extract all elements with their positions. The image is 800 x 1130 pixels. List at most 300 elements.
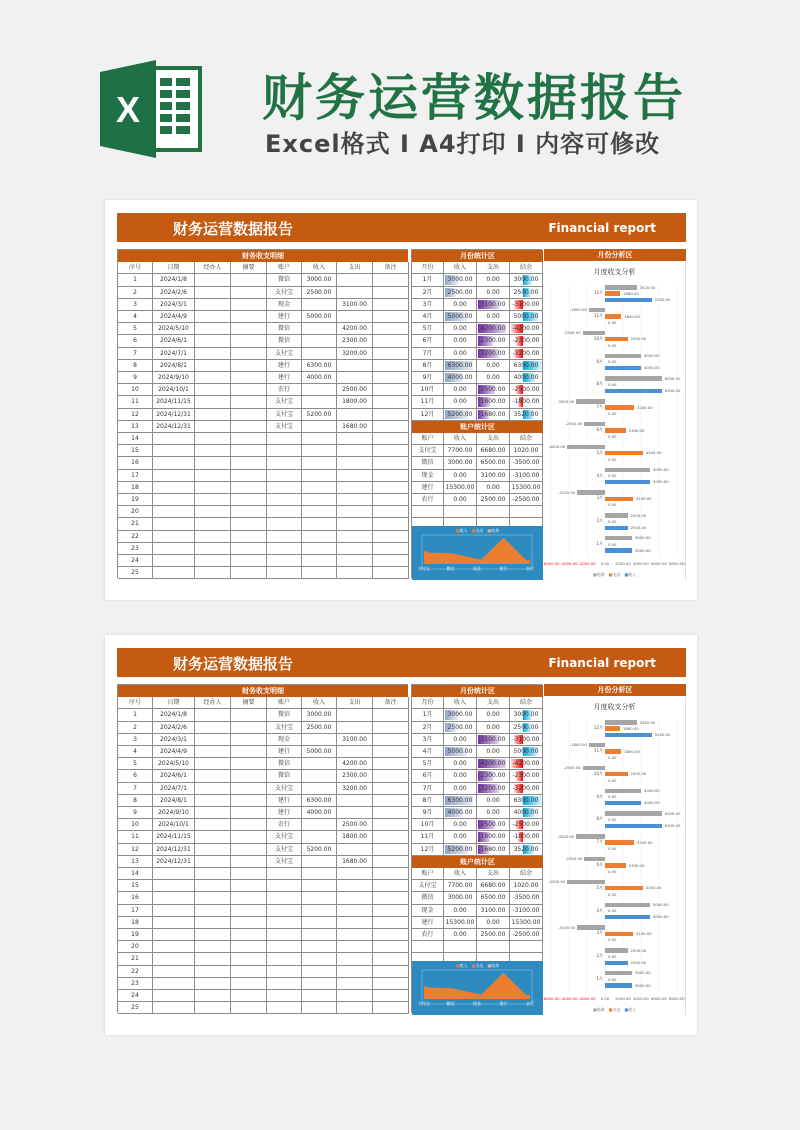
table-cell[interactable]: 13 bbox=[118, 856, 153, 868]
table-cell[interactable] bbox=[267, 518, 302, 530]
table-cell[interactable] bbox=[337, 567, 373, 579]
table-cell[interactable]: 6300.00 bbox=[302, 795, 337, 807]
table-cell[interactable] bbox=[195, 482, 231, 494]
table-cell[interactable] bbox=[337, 433, 373, 445]
table-cell[interactable] bbox=[267, 470, 302, 482]
table-cell[interactable] bbox=[195, 555, 231, 567]
table-cell[interactable] bbox=[231, 396, 267, 408]
table-cell[interactable] bbox=[302, 518, 337, 530]
table-cell[interactable]: 支付宝 bbox=[267, 287, 302, 299]
table-cell[interactable] bbox=[195, 1002, 231, 1014]
table-cell[interactable] bbox=[231, 1002, 267, 1014]
table-cell[interactable] bbox=[195, 770, 231, 782]
table-cell[interactable] bbox=[373, 445, 409, 457]
table-cell[interactable] bbox=[195, 299, 231, 311]
table-cell[interactable]: 25 bbox=[118, 1002, 153, 1014]
table-cell[interactable] bbox=[510, 941, 543, 953]
table-cell[interactable] bbox=[373, 746, 409, 758]
table-cell[interactable] bbox=[302, 567, 337, 579]
table-cell[interactable] bbox=[153, 494, 195, 506]
table-cell[interactable] bbox=[153, 482, 195, 494]
table-cell[interactable] bbox=[337, 929, 373, 941]
table-cell[interactable] bbox=[195, 880, 231, 892]
table-cell[interactable] bbox=[195, 905, 231, 917]
table-cell[interactable]: 21 bbox=[118, 953, 153, 965]
table-cell[interactable] bbox=[195, 543, 231, 555]
table-cell[interactable] bbox=[267, 917, 302, 929]
table-cell[interactable] bbox=[231, 287, 267, 299]
table-cell[interactable] bbox=[302, 819, 337, 831]
table-cell[interactable] bbox=[231, 470, 267, 482]
table-cell[interactable]: 现金 bbox=[267, 299, 302, 311]
table-cell[interactable] bbox=[195, 421, 231, 433]
table-cell[interactable] bbox=[153, 457, 195, 469]
table-cell[interactable] bbox=[231, 372, 267, 384]
table-cell[interactable] bbox=[267, 445, 302, 457]
table-cell[interactable] bbox=[373, 274, 409, 286]
table-cell[interactable] bbox=[267, 457, 302, 469]
table-cell[interactable] bbox=[302, 348, 337, 360]
table-cell[interactable] bbox=[373, 348, 409, 360]
table-cell[interactable] bbox=[302, 494, 337, 506]
table-cell[interactable]: 16 bbox=[118, 892, 153, 904]
table-cell[interactable] bbox=[337, 543, 373, 555]
table-cell[interactable] bbox=[337, 966, 373, 978]
table-cell[interactable] bbox=[267, 953, 302, 965]
table-cell[interactable] bbox=[267, 990, 302, 1002]
table-cell[interactable]: 22 bbox=[118, 966, 153, 978]
table-cell[interactable]: 建行 bbox=[267, 795, 302, 807]
table-cell[interactable] bbox=[153, 506, 195, 518]
table-cell[interactable] bbox=[337, 555, 373, 567]
table-cell[interactable]: 11 bbox=[118, 396, 153, 408]
table-cell[interactable] bbox=[231, 348, 267, 360]
table-cell[interactable] bbox=[373, 929, 409, 941]
table-cell[interactable]: 2024/4/9 bbox=[153, 746, 195, 758]
table-cell[interactable] bbox=[302, 470, 337, 482]
table-cell[interactable]: 支付宝 bbox=[267, 421, 302, 433]
table-cell[interactable] bbox=[302, 868, 337, 880]
table-cell[interactable] bbox=[153, 567, 195, 579]
table-cell[interactable] bbox=[337, 953, 373, 965]
table-cell[interactable] bbox=[373, 457, 409, 469]
table-cell[interactable] bbox=[195, 831, 231, 843]
table-cell[interactable] bbox=[195, 470, 231, 482]
table-cell[interactable] bbox=[231, 758, 267, 770]
table-cell[interactable]: 支付宝 bbox=[267, 783, 302, 795]
table-cell[interactable]: 15 bbox=[118, 445, 153, 457]
table-cell[interactable]: 4200.00 bbox=[337, 323, 373, 335]
table-cell[interactable]: 2024/2/6 bbox=[153, 287, 195, 299]
table-cell[interactable]: 16 bbox=[118, 457, 153, 469]
table-cell[interactable] bbox=[231, 746, 267, 758]
table-cell[interactable]: 4 bbox=[118, 311, 153, 323]
table-cell[interactable] bbox=[302, 734, 337, 746]
table-cell[interactable]: 9 bbox=[118, 372, 153, 384]
table-cell[interactable] bbox=[337, 506, 373, 518]
table-cell[interactable] bbox=[373, 433, 409, 445]
table-cell[interactable] bbox=[195, 844, 231, 856]
table-cell[interactable]: 2024/7/1 bbox=[153, 348, 195, 360]
table-cell[interactable]: 1800.00 bbox=[337, 396, 373, 408]
table-cell[interactable]: 10 bbox=[118, 384, 153, 396]
table-cell[interactable] bbox=[373, 807, 409, 819]
table-cell[interactable] bbox=[337, 470, 373, 482]
table-cell[interactable] bbox=[302, 831, 337, 843]
table-cell[interactable]: 3100.00 bbox=[337, 734, 373, 746]
table-cell[interactable] bbox=[373, 917, 409, 929]
table-cell[interactable]: 微信 bbox=[267, 323, 302, 335]
table-cell[interactable] bbox=[267, 966, 302, 978]
table-cell[interactable] bbox=[267, 880, 302, 892]
table-cell[interactable] bbox=[302, 543, 337, 555]
table-cell[interactable] bbox=[337, 311, 373, 323]
table-cell[interactable]: 2024/11/15 bbox=[153, 831, 195, 843]
table-cell[interactable]: 14 bbox=[118, 868, 153, 880]
table-cell[interactable] bbox=[267, 482, 302, 494]
table-cell[interactable] bbox=[373, 421, 409, 433]
table-cell[interactable] bbox=[153, 978, 195, 990]
table-cell[interactable] bbox=[302, 457, 337, 469]
table-cell[interactable] bbox=[337, 274, 373, 286]
table-cell[interactable] bbox=[337, 494, 373, 506]
table-cell[interactable] bbox=[302, 531, 337, 543]
table-cell[interactable] bbox=[231, 783, 267, 795]
table-cell[interactable] bbox=[195, 941, 231, 953]
table-cell[interactable] bbox=[231, 433, 267, 445]
table-cell[interactable] bbox=[444, 506, 477, 518]
table-cell[interactable] bbox=[302, 892, 337, 904]
table-cell[interactable] bbox=[231, 990, 267, 1002]
table-cell[interactable] bbox=[337, 905, 373, 917]
table-cell[interactable]: 5 bbox=[118, 758, 153, 770]
table-cell[interactable]: 14 bbox=[118, 433, 153, 445]
table-cell[interactable]: 8 bbox=[118, 795, 153, 807]
table-cell[interactable] bbox=[302, 384, 337, 396]
table-cell[interactable]: 1 bbox=[118, 709, 153, 721]
table-cell[interactable] bbox=[231, 709, 267, 721]
table-cell[interactable]: 19 bbox=[118, 929, 153, 941]
table-cell[interactable] bbox=[373, 709, 409, 721]
table-cell[interactable]: 2024/8/1 bbox=[153, 360, 195, 372]
table-cell[interactable] bbox=[195, 868, 231, 880]
table-cell[interactable]: 5200.00 bbox=[302, 844, 337, 856]
table-cell[interactable] bbox=[195, 396, 231, 408]
table-cell[interactable] bbox=[231, 506, 267, 518]
table-cell[interactable] bbox=[195, 819, 231, 831]
table-cell[interactable] bbox=[373, 905, 409, 917]
table-cell[interactable] bbox=[153, 966, 195, 978]
table-cell[interactable] bbox=[195, 966, 231, 978]
table-cell[interactable]: 1680.00 bbox=[337, 856, 373, 868]
table-cell[interactable]: 2024/6/1 bbox=[153, 335, 195, 347]
table-cell[interactable] bbox=[302, 783, 337, 795]
table-cell[interactable] bbox=[231, 892, 267, 904]
table-cell[interactable]: 2024/12/31 bbox=[153, 421, 195, 433]
table-cell[interactable] bbox=[373, 360, 409, 372]
table-cell[interactable] bbox=[373, 543, 409, 555]
table-cell[interactable] bbox=[373, 323, 409, 335]
table-cell[interactable] bbox=[195, 311, 231, 323]
table-cell[interactable] bbox=[373, 567, 409, 579]
table-cell[interactable]: 2024/10/1 bbox=[153, 819, 195, 831]
table-cell[interactable] bbox=[373, 819, 409, 831]
table-cell[interactable] bbox=[195, 274, 231, 286]
table-cell[interactable] bbox=[195, 348, 231, 360]
table-cell[interactable] bbox=[153, 555, 195, 567]
table-cell[interactable]: 2024/4/9 bbox=[153, 311, 195, 323]
table-cell[interactable] bbox=[373, 795, 409, 807]
table-cell[interactable]: 2024/10/1 bbox=[153, 384, 195, 396]
table-cell[interactable]: 18 bbox=[118, 482, 153, 494]
table-cell[interactable] bbox=[153, 433, 195, 445]
table-cell[interactable] bbox=[337, 457, 373, 469]
table-cell[interactable] bbox=[231, 856, 267, 868]
table-cell[interactable] bbox=[337, 978, 373, 990]
table-cell[interactable]: 3000.00 bbox=[302, 709, 337, 721]
table-cell[interactable]: 1800.00 bbox=[337, 831, 373, 843]
table-cell[interactable] bbox=[231, 929, 267, 941]
table-cell[interactable] bbox=[153, 868, 195, 880]
table-cell[interactable]: 支付宝 bbox=[267, 844, 302, 856]
table-cell[interactable]: 2024/12/31 bbox=[153, 409, 195, 421]
table-cell[interactable] bbox=[337, 880, 373, 892]
table-cell[interactable]: 支付宝 bbox=[267, 409, 302, 421]
table-cell[interactable] bbox=[373, 372, 409, 384]
table-cell[interactable]: 2 bbox=[118, 722, 153, 734]
table-cell[interactable] bbox=[231, 917, 267, 929]
table-cell[interactable]: 2024/5/10 bbox=[153, 758, 195, 770]
table-cell[interactable] bbox=[153, 518, 195, 530]
table-cell[interactable] bbox=[231, 274, 267, 286]
table-cell[interactable] bbox=[195, 287, 231, 299]
table-cell[interactable]: 4200.00 bbox=[337, 758, 373, 770]
table-cell[interactable] bbox=[231, 299, 267, 311]
table-cell[interactable] bbox=[373, 783, 409, 795]
table-cell[interactable] bbox=[373, 518, 409, 530]
table-cell[interactable] bbox=[153, 880, 195, 892]
table-cell[interactable] bbox=[153, 917, 195, 929]
table-cell[interactable]: 6300.00 bbox=[302, 360, 337, 372]
table-cell[interactable] bbox=[267, 433, 302, 445]
table-cell[interactable]: 农行 bbox=[267, 819, 302, 831]
table-cell[interactable] bbox=[231, 831, 267, 843]
table-cell[interactable]: 6 bbox=[118, 335, 153, 347]
table-cell[interactable] bbox=[267, 543, 302, 555]
table-cell[interactable] bbox=[302, 299, 337, 311]
table-cell[interactable] bbox=[337, 445, 373, 457]
table-cell[interactable] bbox=[337, 722, 373, 734]
table-cell[interactable] bbox=[302, 770, 337, 782]
table-cell[interactable] bbox=[267, 892, 302, 904]
table-cell[interactable]: 3200.00 bbox=[337, 348, 373, 360]
table-cell[interactable] bbox=[231, 543, 267, 555]
table-cell[interactable]: 微信 bbox=[267, 709, 302, 721]
table-cell[interactable] bbox=[373, 880, 409, 892]
table-cell[interactable] bbox=[231, 445, 267, 457]
table-cell[interactable] bbox=[337, 844, 373, 856]
table-cell[interactable]: 建行 bbox=[267, 360, 302, 372]
table-cell[interactable] bbox=[231, 807, 267, 819]
table-cell[interactable]: 13 bbox=[118, 421, 153, 433]
table-cell[interactable] bbox=[195, 734, 231, 746]
table-cell[interactable] bbox=[231, 795, 267, 807]
table-cell[interactable] bbox=[302, 990, 337, 1002]
table-cell[interactable] bbox=[412, 506, 444, 518]
table-cell[interactable]: 3000.00 bbox=[302, 274, 337, 286]
table-cell[interactable] bbox=[267, 1002, 302, 1014]
table-cell[interactable] bbox=[302, 323, 337, 335]
table-cell[interactable]: 2300.00 bbox=[337, 770, 373, 782]
table-cell[interactable] bbox=[231, 770, 267, 782]
table-cell[interactable]: 3 bbox=[118, 299, 153, 311]
table-cell[interactable] bbox=[337, 372, 373, 384]
table-cell[interactable] bbox=[302, 905, 337, 917]
table-cell[interactable]: 2500.00 bbox=[302, 287, 337, 299]
table-cell[interactable]: 2024/7/1 bbox=[153, 783, 195, 795]
table-cell[interactable]: 3200.00 bbox=[337, 783, 373, 795]
table-cell[interactable]: 2024/12/31 bbox=[153, 844, 195, 856]
table-cell[interactable] bbox=[373, 531, 409, 543]
table-cell[interactable] bbox=[337, 746, 373, 758]
table-cell[interactable]: 7 bbox=[118, 783, 153, 795]
table-cell[interactable] bbox=[231, 409, 267, 421]
table-cell[interactable] bbox=[153, 445, 195, 457]
table-cell[interactable]: 15 bbox=[118, 880, 153, 892]
table-cell[interactable]: 建行 bbox=[267, 807, 302, 819]
table-cell[interactable]: 支付宝 bbox=[267, 856, 302, 868]
table-cell[interactable]: 22 bbox=[118, 531, 153, 543]
table-cell[interactable]: 2024/1/8 bbox=[153, 709, 195, 721]
table-cell[interactable] bbox=[195, 978, 231, 990]
table-cell[interactable] bbox=[373, 770, 409, 782]
table-cell[interactable] bbox=[302, 433, 337, 445]
table-cell[interactable]: 现金 bbox=[267, 734, 302, 746]
table-cell[interactable] bbox=[195, 384, 231, 396]
table-cell[interactable] bbox=[302, 929, 337, 941]
table-cell[interactable] bbox=[195, 722, 231, 734]
table-cell[interactable] bbox=[444, 941, 477, 953]
table-cell[interactable] bbox=[302, 506, 337, 518]
table-cell[interactable] bbox=[302, 335, 337, 347]
table-cell[interactable] bbox=[195, 360, 231, 372]
table-cell[interactable] bbox=[337, 360, 373, 372]
table-cell[interactable]: 微信 bbox=[267, 274, 302, 286]
table-cell[interactable] bbox=[195, 990, 231, 1002]
table-cell[interactable]: 4 bbox=[118, 746, 153, 758]
table-cell[interactable]: 4000.00 bbox=[302, 807, 337, 819]
table-cell[interactable]: 12 bbox=[118, 844, 153, 856]
table-cell[interactable] bbox=[231, 567, 267, 579]
table-cell[interactable]: 6 bbox=[118, 770, 153, 782]
table-cell[interactable] bbox=[373, 966, 409, 978]
table-cell[interactable] bbox=[195, 445, 231, 457]
table-cell[interactable] bbox=[373, 734, 409, 746]
table-cell[interactable] bbox=[412, 941, 444, 953]
table-cell[interactable] bbox=[373, 287, 409, 299]
table-cell[interactable] bbox=[267, 978, 302, 990]
table-cell[interactable]: 10 bbox=[118, 819, 153, 831]
table-cell[interactable] bbox=[373, 1002, 409, 1014]
table-cell[interactable] bbox=[373, 311, 409, 323]
table-cell[interactable] bbox=[195, 807, 231, 819]
table-cell[interactable]: 2500.00 bbox=[302, 722, 337, 734]
table-cell[interactable]: 2024/3/1 bbox=[153, 299, 195, 311]
table-cell[interactable] bbox=[195, 917, 231, 929]
table-cell[interactable] bbox=[337, 1002, 373, 1014]
table-cell[interactable] bbox=[153, 990, 195, 1002]
table-cell[interactable] bbox=[231, 531, 267, 543]
table-cell[interactable] bbox=[153, 941, 195, 953]
table-cell[interactable]: 12 bbox=[118, 409, 153, 421]
table-cell[interactable] bbox=[231, 323, 267, 335]
table-cell[interactable] bbox=[231, 360, 267, 372]
table-cell[interactable]: 2300.00 bbox=[337, 335, 373, 347]
table-cell[interactable] bbox=[337, 941, 373, 953]
table-cell[interactable]: 2024/9/10 bbox=[153, 372, 195, 384]
table-cell[interactable] bbox=[337, 709, 373, 721]
table-cell[interactable]: 24 bbox=[118, 990, 153, 1002]
table-cell[interactable]: 7 bbox=[118, 348, 153, 360]
table-cell[interactable] bbox=[302, 396, 337, 408]
table-cell[interactable] bbox=[373, 396, 409, 408]
table-cell[interactable] bbox=[195, 709, 231, 721]
table-cell[interactable] bbox=[302, 856, 337, 868]
table-cell[interactable] bbox=[267, 506, 302, 518]
table-cell[interactable] bbox=[302, 941, 337, 953]
table-cell[interactable] bbox=[231, 335, 267, 347]
table-cell[interactable]: 2024/9/10 bbox=[153, 807, 195, 819]
table-cell[interactable] bbox=[231, 880, 267, 892]
table-cell[interactable]: 建行 bbox=[267, 746, 302, 758]
table-cell[interactable] bbox=[231, 844, 267, 856]
table-cell[interactable] bbox=[373, 384, 409, 396]
table-cell[interactable] bbox=[231, 978, 267, 990]
table-cell[interactable] bbox=[267, 905, 302, 917]
table-cell[interactable] bbox=[195, 372, 231, 384]
table-cell[interactable]: 微信 bbox=[267, 335, 302, 347]
table-cell[interactable] bbox=[195, 892, 231, 904]
table-cell[interactable]: 2 bbox=[118, 287, 153, 299]
table-cell[interactable]: 2024/3/1 bbox=[153, 734, 195, 746]
table-cell[interactable] bbox=[302, 555, 337, 567]
table-cell[interactable]: 5200.00 bbox=[302, 409, 337, 421]
table-cell[interactable]: 5000.00 bbox=[302, 746, 337, 758]
table-cell[interactable]: 4000.00 bbox=[302, 372, 337, 384]
table-cell[interactable] bbox=[153, 470, 195, 482]
table-cell[interactable]: 21 bbox=[118, 518, 153, 530]
table-cell[interactable] bbox=[337, 409, 373, 421]
table-cell[interactable] bbox=[231, 494, 267, 506]
table-cell[interactable] bbox=[195, 758, 231, 770]
table-cell[interactable] bbox=[153, 953, 195, 965]
table-cell[interactable]: 17 bbox=[118, 905, 153, 917]
table-cell[interactable] bbox=[153, 905, 195, 917]
table-cell[interactable] bbox=[231, 482, 267, 494]
table-cell[interactable] bbox=[373, 953, 409, 965]
table-cell[interactable] bbox=[373, 299, 409, 311]
table-cell[interactable]: 23 bbox=[118, 543, 153, 555]
table-cell[interactable] bbox=[195, 929, 231, 941]
table-cell[interactable]: 微信 bbox=[267, 758, 302, 770]
table-cell[interactable]: 18 bbox=[118, 917, 153, 929]
table-cell[interactable] bbox=[267, 941, 302, 953]
table-cell[interactable] bbox=[195, 433, 231, 445]
table-cell[interactable]: 9 bbox=[118, 807, 153, 819]
table-cell[interactable]: 23 bbox=[118, 978, 153, 990]
table-cell[interactable] bbox=[477, 506, 510, 518]
table-cell[interactable]: 24 bbox=[118, 555, 153, 567]
